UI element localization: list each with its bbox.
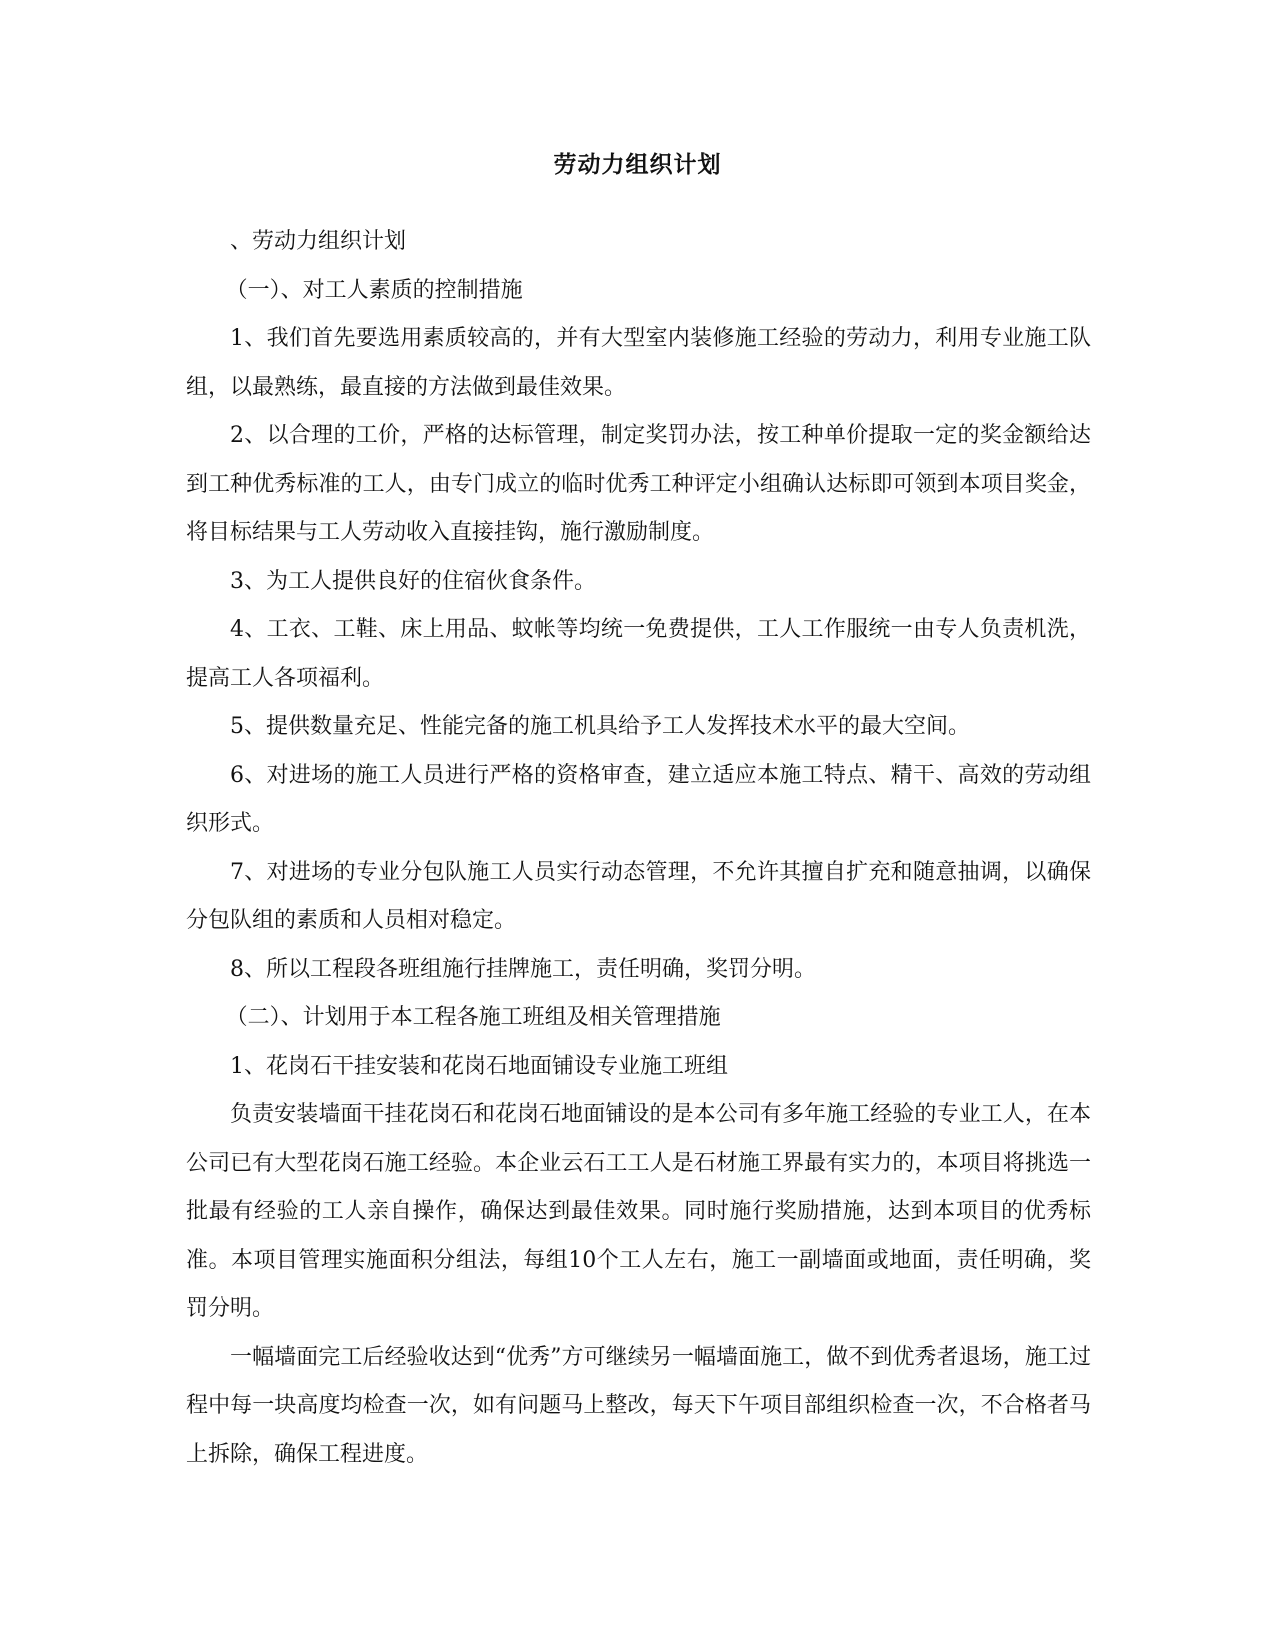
- paragraph: 负责安装墙面干挂花岗石和花岗石地面铺设的是本公司有多年施工经验的专业工人，在本公司已有大型花岗石施工经验。本企业云石工工人是石材施工界最有实力的，本项目将挑选一批最有经验的工人亲自操作，确保达到最佳效果。同时施行奖励措施，达到本项目的优秀标准。本项目管理实施面积分组法，每组10个工人左右，施工一副墙面或地面，责任明确，奖罚分明。: [186, 1102, 1091, 1321]
- paragraph: 7、对进场的专业分包队施工人员实行动态管理，不允许其擅自扩充和随意抽调，以确保分包队组的素质和人员相对稳定。: [186, 859, 1091, 933]
- paragraph: 2、以合理的工价，严格的达标管理，制定奖罚办法，按工种单价提取一定的奖金额给达到工种优秀标准的工人，由专门成立的临时优秀工种评定小组确认达标即可领到本项目奖金，将目标结果与工人劳动收入直接挂钩，施行激励制度。: [186, 423, 1091, 545]
- paragraph: 8、所以工程段各班组施行挂牌施工，责任明确，奖罚分明。: [230, 956, 816, 982]
- document-body: [186, 218, 1091, 1479]
- paragraph: 一幅墙面完工后经验收达到“优秀”方可继续另一幅墙面施工，做不到优秀者退场，施工过程中每一块高度均检查一次，如有问题马上整改，每天下午项目部组织检查一次，不合格者马上拆除，确保工程进度。: [186, 1344, 1091, 1467]
- paragraph: 1、花岗石干挂安装和花岗石地面铺设专业施工班组: [230, 1053, 728, 1079]
- subsection-heading: （二）、计划用于本工程各施工班组及相关管理措施: [225, 1005, 721, 1030]
- document-title: 劳动力组织计划: [553, 151, 722, 178]
- paragraph: 3、为工人提供良好的住宿伙食条件。: [230, 568, 596, 594]
- subsection-heading: （一）、对工人素质的控制措施: [225, 277, 523, 303]
- paragraph: 4、工衣、工鞋、床上用品、蚊帐等均统一免费提供，工人工作服统一由专人负责机洗，提高工人各项福利。: [186, 617, 1091, 691]
- paragraph: 1、我们首先要选用素质较高的，并有大型室内装修施工经验的劳动力，利用专业施工队组，以最熟练，最直接的方法做到最佳效果。: [186, 326, 1091, 400]
- paragraph: 6、对进场的施工人员进行严格的资格审查，建立适应本施工特点、精干、高效的劳动组织形式。: [186, 762, 1091, 836]
- paragraph: 5、提供数量充足、性能完备的施工机具给予工人发挥技术水平的最大空间。: [230, 714, 970, 739]
- section-heading: 、劳动力组织计划: [230, 229, 407, 254]
